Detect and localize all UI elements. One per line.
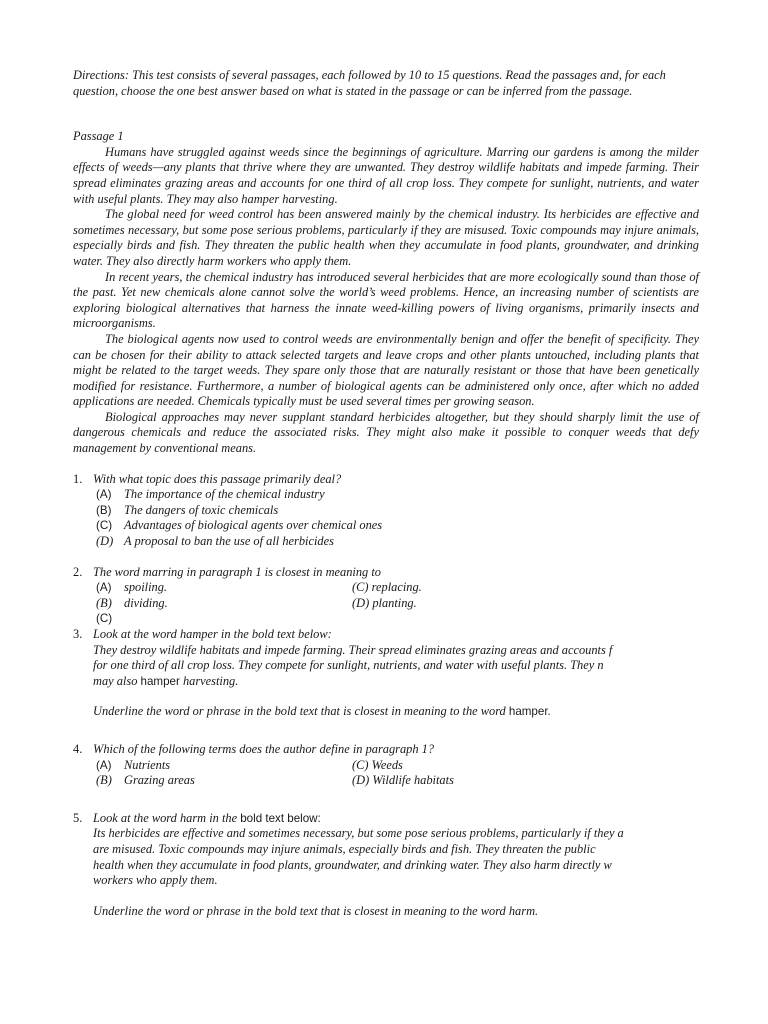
option-row: [96, 580, 699, 596]
option-row: [96, 773, 699, 789]
passage-paragraph-5: Biological approaches may never supplant standard herbicides altogether, but they should sharply limit the use of dangerous chemicals and reduce the associated risks. They might also make it possible to conquer weeds that defy management by conventional means.: [73, 409, 699, 456]
answer-options: [96, 758, 699, 789]
answer-option-d[interactable]: [352, 773, 454, 789]
directions: Directions: This test consists of several passages, each followed by 10 to 15 questions. Read the passages and, for each question, choose the one best answer based on what is stated in the passage or can be inferred from the passage.: [73, 68, 666, 98]
option-text: A proposal to ban the use of all herbicides: [124, 534, 334, 549]
answer-option-c[interactable]: [352, 580, 422, 596]
question-text: The word marring in paragraph 1 is closest in meaning to: [93, 564, 381, 579]
answer-options: [96, 580, 699, 627]
question-text-bold: bold text below:: [240, 811, 321, 825]
bold-text-line: [93, 674, 699, 690]
answer-option-d[interactable]: [352, 596, 417, 612]
option-letter: (C): [96, 519, 113, 533]
option-letter: (C): [352, 580, 369, 595]
question-number: 1.: [73, 471, 83, 486]
bold-text-line: for one third of all crop loss. They compete for sunlight, nutrients, and water with useful plants. They n: [93, 658, 604, 673]
question-number: 2.: [73, 564, 83, 579]
option-letter: (D): [352, 595, 370, 610]
answer-option-a[interactable]: [96, 758, 352, 774]
question-list: [73, 472, 699, 920]
option-letter: (A): [96, 758, 112, 772]
option-text: The dangers of toxic chemicals: [124, 502, 279, 517]
option-letter: (B): [96, 595, 112, 610]
answer-option-d[interactable]: [96, 534, 699, 550]
option-text: dividing.: [124, 595, 168, 610]
bold-text-line: are misused. Toxic compounds may injure animals, especially birds and fish. They threaten the public: [93, 841, 596, 856]
option-text: spoiling.: [124, 580, 168, 595]
answer-option-a[interactable]: [96, 487, 699, 503]
underline-instruction: Underline the word or phrase in the bold text that is closest in meaning to the word harm.: [93, 903, 539, 918]
bold-text-segment: may also: [93, 673, 138, 688]
question-number: 5.: [73, 810, 83, 825]
underline-instruction: [93, 704, 699, 720]
instruction-text: Underline the word or phrase in the bold text that is closest in meaning to the word: [93, 704, 506, 719]
question-number: 3.: [73, 627, 83, 641]
question-1: [73, 472, 699, 550]
option-text: The importance of the chemical industry: [124, 487, 325, 502]
passage-paragraph-1: Humans have struggled against weeds since the beginnings of agriculture. Marring our gardens is among the milder effects of weeds—any plants that thrive where they are unwanted. They destroy wildlife habitats and impede farming. Their spread eliminates grazing areas and accounts for one third of all crop loss. They compete for sunlight, nutrients, and water with useful plants. They may also hamper harvesting.: [73, 144, 699, 206]
answer-option-c[interactable]: [352, 758, 403, 774]
question-3: [73, 627, 699, 720]
passage-paragraph-3: In recent years, the chemical industry has introduced several herbicides that are more ecologically sound than those of the past. Yet new chemicals alone cannot solve the world’s weed problems. Hence, an increasing number of scientists are exploring biological alternatives that harness the innate weed-killing powers of living organisms, primarily insects and microorganisms.: [73, 269, 699, 331]
bold-text-line: workers who apply them.: [93, 873, 218, 888]
answer-option-c-extra[interactable]: [96, 611, 352, 627]
question-2: [73, 565, 699, 627]
option-row: [96, 596, 699, 612]
instruction-word: hamper.: [508, 705, 551, 719]
option-text: replacing.: [371, 580, 422, 595]
bold-text-line: They destroy wildlife habitats and impede farming. Their spread eliminates grazing areas and accounts f: [93, 642, 613, 657]
question-4: [73, 742, 699, 789]
target-word-hamper: hamper: [140, 674, 180, 688]
option-letter: (B): [96, 503, 112, 517]
bold-text-line: health when they accumulate in food plants, groundwater, and drinking water. They also harm directly w: [93, 857, 612, 872]
question-text: [93, 811, 699, 827]
option-letter: (C): [96, 612, 113, 626]
answer-option-b[interactable]: [96, 503, 699, 519]
option-letter: (A): [96, 581, 112, 595]
passage-paragraph-2: The global need for weed control has been answered mainly by the chemical industry. Its herbicides are effective and sometimes necessary, but some pose serious problems, particularly if they are misused. Toxic compounds may injure animals, especially birds and fish. They threaten the public health when they accumulate in food plants, groundwater, and drinking water. They also directly harm workers who apply them.: [73, 207, 699, 268]
question-5: [73, 811, 699, 920]
answer-option-b[interactable]: [96, 773, 352, 789]
option-text: Advantages of biological agents over chemical ones: [124, 518, 383, 533]
option-text: Wildlife habitats: [372, 773, 454, 788]
test-page: [73, 68, 699, 919]
question-text: Look at the word hamper in the bold text below:: [93, 627, 332, 641]
option-text: Grazing areas: [124, 773, 195, 788]
option-row: [96, 758, 699, 774]
option-text: Nutrients: [124, 757, 171, 772]
question-text: With what topic does this passage primarily deal?: [93, 471, 342, 486]
answer-option-b[interactable]: [96, 596, 352, 612]
question-text-start: Look at the word harm in the: [93, 810, 238, 825]
question-number: 4.: [73, 741, 83, 756]
passage-paragraph-4: The biological agents now used to control weeds are environmentally benign and offer the benefit of specificity. They can be chosen for their ability to attack selected targets and leave crops and other plants untouched, including plants that might be related to the target weeds. They spare only those that are naturally resistant or those that have been genetically modified for resistance. Furthermore, a number of biological agents can be administered only once, after which no added applications are needed. Chemicals typically must be used several times per growing season.: [73, 331, 699, 409]
bold-text-segment: harvesting.: [182, 673, 239, 688]
option-text: Weeds: [371, 757, 403, 772]
answer-option-a[interactable]: [96, 580, 352, 596]
option-letter: (C): [352, 757, 369, 772]
bold-text-line: Its herbicides are effective and sometimes necessary, but some pose serious problems, particularly if they a: [93, 826, 624, 841]
option-letter: (D): [352, 773, 370, 788]
option-letter: (A): [96, 488, 112, 502]
answer-option-c[interactable]: [96, 518, 699, 534]
option-text: planting.: [372, 595, 417, 610]
passage-label: Passage 1: [73, 129, 124, 144]
answer-options: [96, 487, 699, 549]
option-letter: (D): [96, 534, 114, 549]
question-text: Which of the following terms does the author define in paragraph 1?: [93, 741, 435, 756]
passage-body: [73, 145, 699, 457]
option-letter: (B): [96, 773, 112, 788]
